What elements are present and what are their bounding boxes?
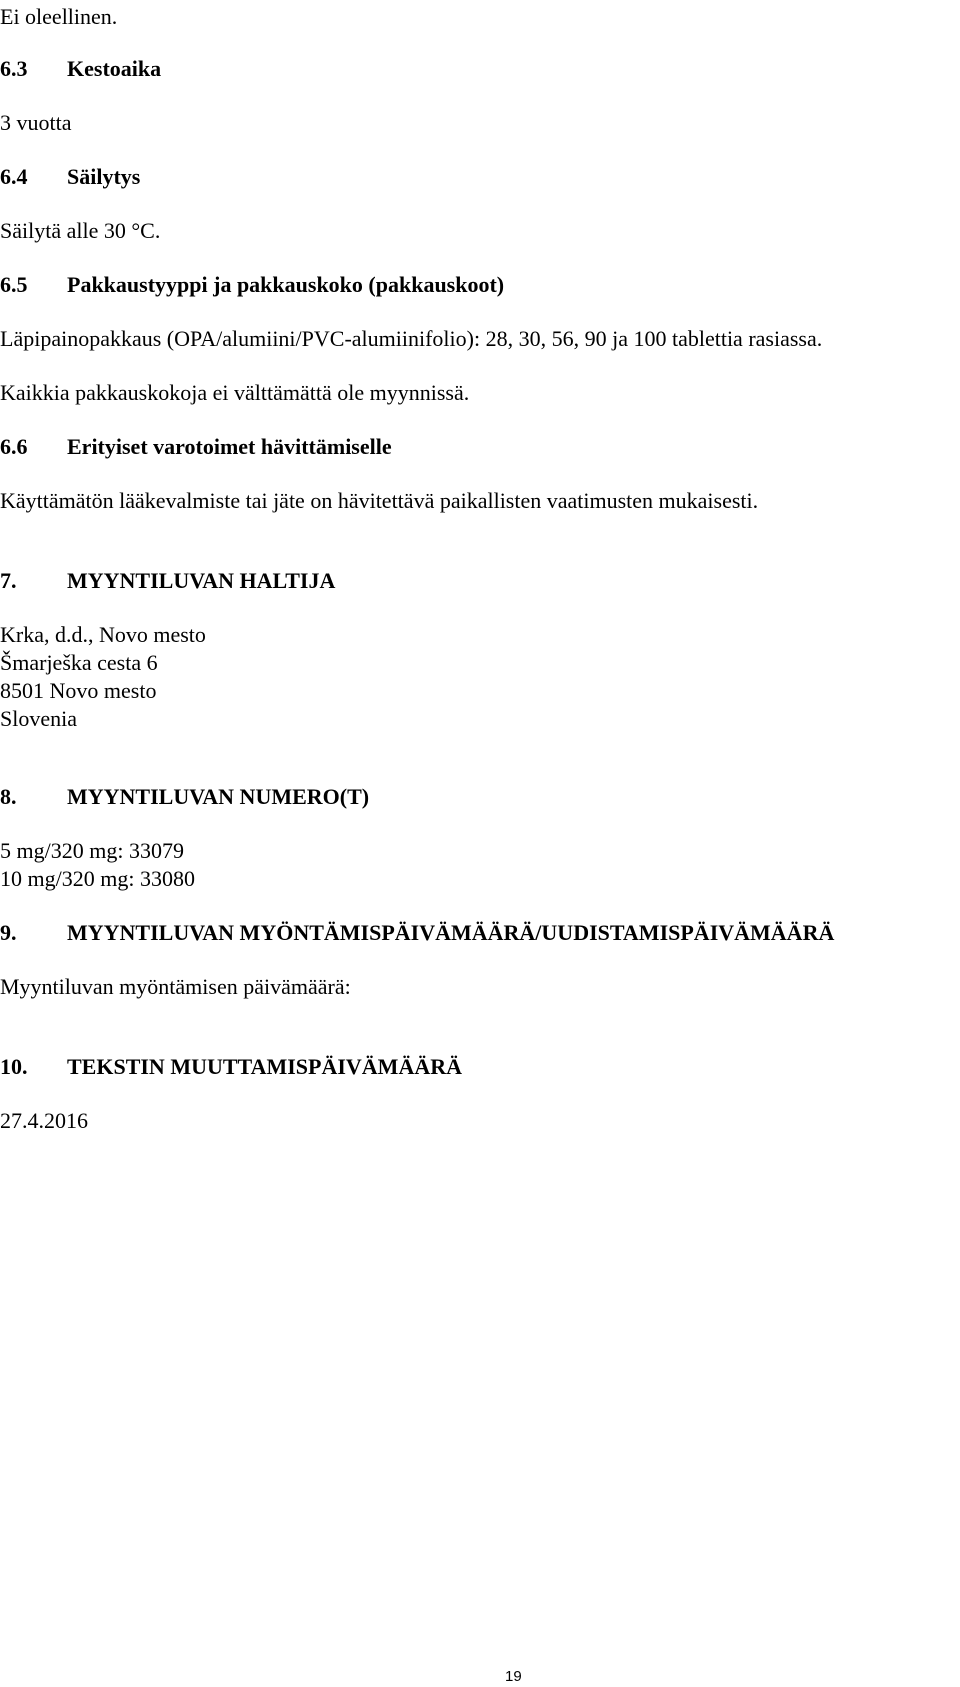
section-title: MYYNTILUVAN MYÖNTÄMISPÄIVÄMÄÄRÄ/UUDISTAMISPÄIVÄMÄÄRÄ	[67, 920, 835, 945]
holder-address-line: Šmarješka cesta 6	[0, 650, 158, 675]
section-number: 6.5	[0, 272, 28, 297]
section-title: MYYNTILUVAN NUMERO(T)	[67, 784, 370, 809]
page-number: 19	[505, 1668, 522, 1685]
storage-text: Säilytä alle 30 °C.	[0, 218, 161, 243]
section-heading-6-3	[0, 56, 161, 82]
section-title: TEKSTIN MUUTTAMISPÄIVÄMÄÄRÄ	[67, 1054, 463, 1079]
package-availability-note: Kaikkia pakkauskokoja ei välttämättä ole myynnissä.	[0, 380, 470, 405]
authorisation-date-label: Myyntiluvan myöntämisen päivämäärä:	[0, 974, 351, 999]
section-title: Säilytys	[67, 164, 141, 189]
section-heading-9	[0, 920, 834, 946]
section-number: 10.	[0, 1054, 28, 1079]
section-number: 6.4	[0, 164, 28, 189]
section-title: Kestoaika	[67, 56, 162, 81]
section-heading-8	[0, 784, 369, 810]
authorisation-number-line: 10 mg/320 mg: 33080	[0, 866, 195, 891]
section-heading-6-5	[0, 272, 504, 298]
section-title: MYYNTILUVAN HALTIJA	[67, 568, 336, 593]
section-title: Pakkaustyyppi ja pakkauskoko (pakkauskoot)	[67, 272, 505, 297]
section-number: 6.3	[0, 56, 28, 81]
section-title: Erityiset varotoimet hävittämiselle	[67, 434, 392, 459]
holder-address-line: 8501 Novo mesto	[0, 678, 157, 703]
disposal-text: Käyttämätön lääkevalmiste tai jäte on hävitettävä paikallisten vaatimusten mukaisesti.	[0, 488, 759, 513]
intro-text: Ei oleellinen.	[0, 4, 118, 29]
holder-address-line: Krka, d.d., Novo mesto	[0, 622, 206, 647]
section-heading-10	[0, 1054, 462, 1080]
shelf-life-text: 3 vuotta	[0, 110, 72, 135]
holder-address-line: Slovenia	[0, 706, 77, 731]
section-heading-7	[0, 568, 335, 594]
section-number: 9.	[0, 920, 17, 945]
section-number: 6.6	[0, 434, 28, 459]
section-number: 7.	[0, 568, 17, 593]
section-heading-6-6	[0, 434, 392, 460]
package-description: Läpipainopakkaus (OPA/alumiini/PVC-alumiinifolio): 28, 30, 56, 90 ja 100 tablettia rasiassa.	[0, 326, 823, 351]
section-number: 8.	[0, 784, 17, 809]
section-heading-6-4	[0, 164, 140, 190]
revision-date: 27.4.2016	[0, 1108, 88, 1133]
authorisation-number-line: 5 mg/320 mg: 33079	[0, 838, 184, 863]
